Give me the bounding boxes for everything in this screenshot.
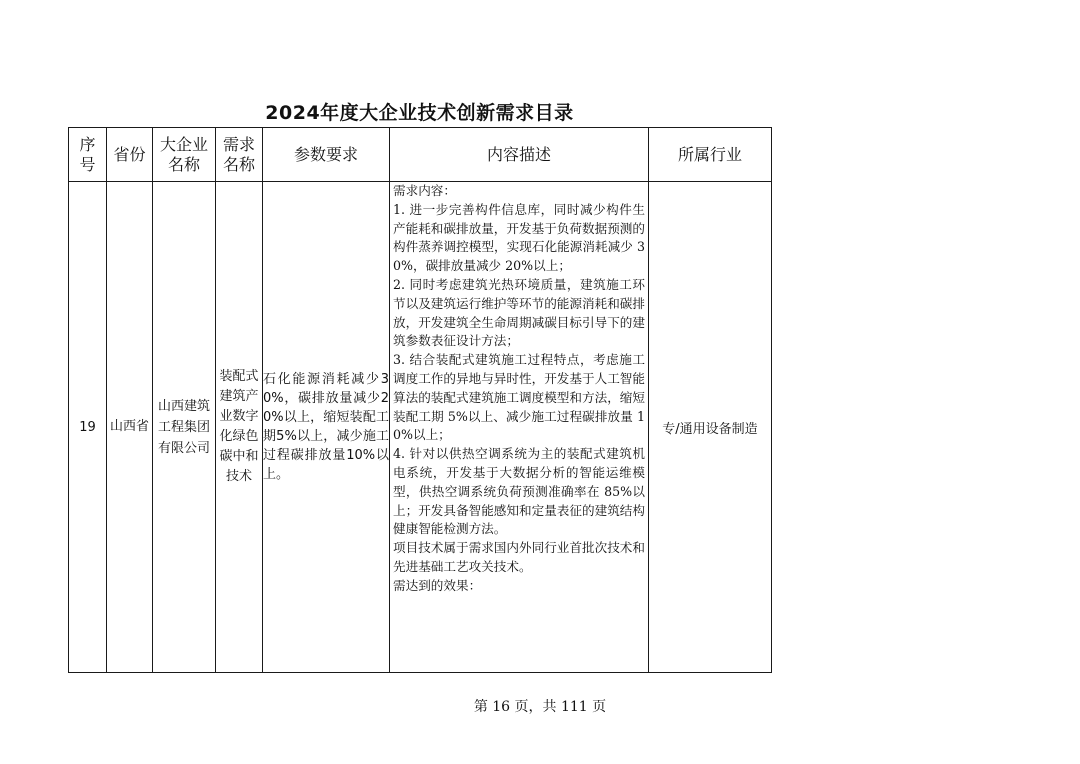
- cell-industry: 专/通用设备制造: [649, 182, 772, 673]
- page-number: 第 16 页，共 111 页: [473, 699, 607, 715]
- description-line: 1. 进一步完善构件信息库，同时减少构件生产能耗和碳排放量，开发基于负荷数据预测的构件蒸养调控模型，实现石化能源消耗减少 30%，碳排放量减少 20%以上；: [393, 201, 645, 274]
- cell-seq: 19: [69, 182, 107, 673]
- header-province: 省份: [107, 128, 153, 182]
- description-line: 需求内容：: [393, 183, 456, 198]
- cell-description: [390, 182, 649, 673]
- cell-demand-name: 装配式建筑产业数字化绿色碳中和技术: [216, 182, 263, 673]
- description-text: [393, 182, 645, 596]
- table-row: [69, 182, 772, 673]
- table-header-row: [69, 128, 772, 182]
- cell-params: 石化能源消耗减少30%，碳排放量减少20%以上，缩短装配工期5%以上，减少施工过程碳排放量10%以上。: [263, 182, 390, 673]
- header-params: 参数要求: [263, 128, 390, 182]
- description-line: 项目技术属于需求国内外同行业首批次技术和先进基础工艺攻关技术。: [393, 540, 645, 574]
- header-demand-name: 需求名称: [216, 128, 263, 182]
- description-line: 4. 针对以供热空调系统为主的装配式建筑机电系统，开发基于大数据分析的智能运维模型，供热空调系统负荷预测准确率在 85%以上；开发具备智能感知和定量表征的建筑结构健康智能检测方法。: [393, 446, 645, 537]
- demand-table: [68, 127, 772, 673]
- document-title: 2024年度大企业技术创新需求目录: [265, 102, 574, 124]
- description-line: 3. 结合装配式建筑施工过程特点，考虑施工调度工作的异地与异时性，开发基于人工智能算法的装配式建筑施工调度模型和方法，缩短装配工期 5%以上、减少施工过程碳排放量 10%以上；: [393, 352, 645, 443]
- cell-province: 山西省: [107, 182, 153, 673]
- header-industry: 所属行业: [649, 128, 772, 182]
- description-line: 需达到的效果：: [393, 577, 482, 593]
- header-enterprise: 大企业名称: [153, 128, 216, 182]
- header-description: 内容描述: [390, 128, 649, 182]
- description-line: 2. 同时考虑建筑光热环境质量，建筑施工环节以及建筑运行维护等环节的能源消耗和碳排放，开发建筑全生命周期减碳目标引导下的建筑参数表征设计方法；: [393, 276, 645, 349]
- cell-enterprise: 山西建筑工程集团有限公司: [153, 182, 216, 673]
- header-seq: 序号: [69, 128, 107, 182]
